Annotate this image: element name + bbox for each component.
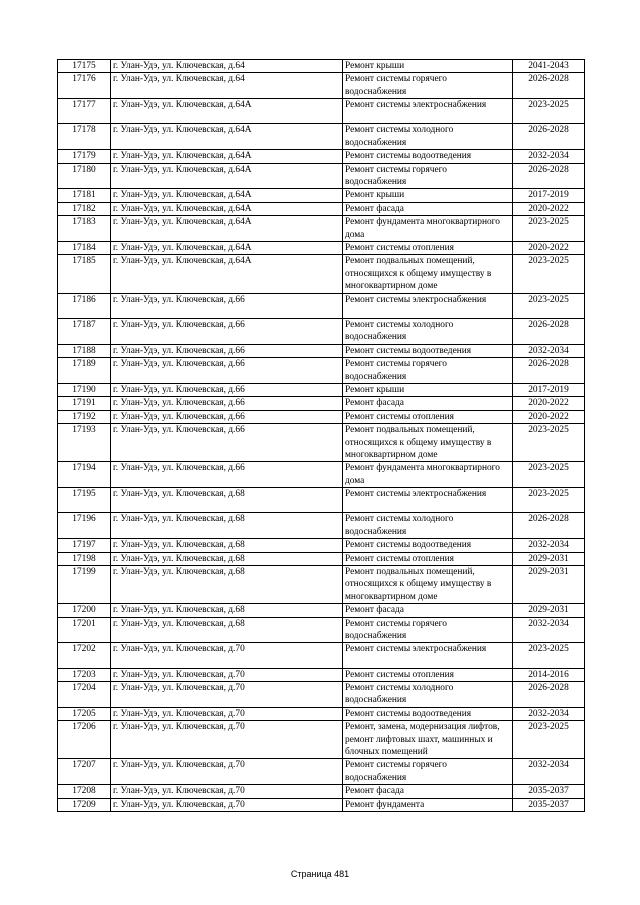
row-number: 17192 [58, 410, 111, 423]
row-work-type: Ремонт системы холодного водоснабжения [343, 513, 513, 539]
row-number: 17178 [58, 124, 111, 150]
row-number: 17175 [58, 60, 111, 73]
row-period: 2026-2028 [513, 682, 585, 708]
row-period: 2032-2034 [513, 539, 585, 552]
row-work-type: Ремонт подвальных помещений, относящихся к общему имуществу в многоквартирном доме [343, 424, 513, 462]
row-work-type: Ремонт фасада [343, 397, 513, 410]
row-work-type: Ремонт системы электроснабжения [343, 488, 513, 513]
row-work-type: Ремонт подвальных помещений, относящихся к общему имуществу в многоквартирном доме [343, 565, 513, 603]
row-address: г. Улан-Удэ, ул. Ключевская, д.66 [111, 397, 343, 410]
row-number: 17209 [58, 798, 111, 811]
row-work-type: Ремонт системы электроснабжения [343, 99, 513, 124]
row-work-type: Ремонт системы холодного водоснабжения [343, 124, 513, 150]
table-row [58, 99, 585, 124]
row-work-type: Ремонт фасада [343, 604, 513, 617]
row-address: г. Улан-Удэ, ул. Ключевская, д.66 [111, 424, 343, 462]
row-address: г. Улан-Удэ, ул. Ключевская, д.68 [111, 488, 343, 513]
row-work-type: Ремонт системы горячего водоснабжения [343, 163, 513, 189]
table-row [58, 552, 585, 565]
row-address: г. Улан-Удэ, ул. Ключевская, д.66 [111, 410, 343, 423]
row-period: 2026-2028 [513, 513, 585, 539]
row-address: г. Улан-Удэ, ул. Ключевская, д.70 [111, 643, 343, 668]
table-row [58, 617, 585, 643]
table-row [58, 344, 585, 357]
row-period: 2023-2025 [513, 255, 585, 293]
row-address: г. Улан-Удэ, ул. Ключевская, д.70 [111, 785, 343, 798]
row-number: 17200 [58, 604, 111, 617]
row-period: 2035-2037 [513, 798, 585, 811]
table-row [58, 798, 585, 811]
row-work-type: Ремонт системы водоотведения [343, 707, 513, 720]
row-period: 2023-2025 [513, 216, 585, 242]
row-address: г. Улан-Удэ, ул. Ключевская, д.64А [111, 99, 343, 124]
row-period: 2032-2034 [513, 759, 585, 785]
row-period: 2020-2022 [513, 202, 585, 215]
row-number: 17179 [58, 150, 111, 163]
row-work-type: Ремонт системы горячего водоснабжения [343, 73, 513, 99]
row-number: 17199 [58, 565, 111, 603]
table-row [58, 785, 585, 798]
row-number: 17201 [58, 617, 111, 643]
row-number: 17195 [58, 488, 111, 513]
row-work-type: Ремонт системы отопления [343, 410, 513, 423]
table-row [58, 488, 585, 513]
row-number: 17185 [58, 255, 111, 293]
table-row [58, 643, 585, 668]
page-number: Страница 481 [290, 869, 350, 879]
row-address: г. Улан-Удэ, ул. Ключевская, д.70 [111, 668, 343, 681]
row-number: 17188 [58, 344, 111, 357]
row-address: г. Улан-Удэ, ул. Ключевская, д.70 [111, 798, 343, 811]
row-period: 2020-2022 [513, 397, 585, 410]
row-address: г. Улан-Удэ, ул. Ключевская, д.64А [111, 189, 343, 202]
row-work-type: Ремонт системы водоотведения [343, 539, 513, 552]
row-period: 2023-2025 [513, 99, 585, 124]
table-row [58, 318, 585, 344]
row-period: 2023-2025 [513, 721, 585, 759]
row-number: 17205 [58, 707, 111, 720]
table-row [58, 604, 585, 617]
row-work-type: Ремонт системы электроснабжения [343, 643, 513, 668]
table-row [58, 293, 585, 318]
table-row [58, 668, 585, 681]
table-row [58, 513, 585, 539]
row-number: 17207 [58, 759, 111, 785]
table-row [58, 242, 585, 255]
row-address: г. Улан-Удэ, ул. Ключевская, д.66 [111, 318, 343, 344]
row-number: 17182 [58, 202, 111, 215]
row-period: 2029-2031 [513, 565, 585, 603]
row-period: 2023-2025 [513, 643, 585, 668]
row-period: 2029-2031 [513, 552, 585, 565]
table-row [58, 73, 585, 99]
row-address: г. Улан-Удэ, ул. Ключевская, д.68 [111, 513, 343, 539]
row-work-type: Ремонт системы холодного водоснабжения [343, 318, 513, 344]
table-row [58, 189, 585, 202]
row-address: г. Улан-Удэ, ул. Ключевская, д.70 [111, 759, 343, 785]
row-work-type: Ремонт крыши [343, 189, 513, 202]
row-work-type: Ремонт системы водоотведения [343, 150, 513, 163]
row-period: 2026-2028 [513, 73, 585, 99]
row-period: 2041-2043 [513, 60, 585, 73]
row-period: 2020-2022 [513, 410, 585, 423]
row-work-type: Ремонт фасада [343, 202, 513, 215]
row-period: 2026-2028 [513, 124, 585, 150]
row-number: 17191 [58, 397, 111, 410]
table-row [58, 721, 585, 759]
table-row [58, 410, 585, 423]
table-row [58, 383, 585, 396]
row-number: 17181 [58, 189, 111, 202]
row-number: 17194 [58, 462, 111, 488]
row-work-type: Ремонт фундамента [343, 798, 513, 811]
row-work-type: Ремонт системы водоотведения [343, 344, 513, 357]
row-number: 17202 [58, 643, 111, 668]
row-address: г. Улан-Удэ, ул. Ключевская, д.70 [111, 707, 343, 720]
row-number: 17190 [58, 383, 111, 396]
row-address: г. Улан-Удэ, ул. Ключевская, д.66 [111, 462, 343, 488]
row-number: 17206 [58, 721, 111, 759]
table-row [58, 358, 585, 384]
row-work-type: Ремонт системы отопления [343, 552, 513, 565]
row-period: 2023-2025 [513, 488, 585, 513]
table-row [58, 707, 585, 720]
table-row [58, 424, 585, 462]
row-address: г. Улан-Удэ, ул. Ключевская, д.68 [111, 539, 343, 552]
row-address: г. Улан-Удэ, ул. Ключевская, д.68 [111, 565, 343, 603]
row-period: 2032-2034 [513, 150, 585, 163]
row-work-type: Ремонт системы горячего водоснабжения [343, 358, 513, 384]
row-address: г. Улан-Удэ, ул. Ключевская, д.66 [111, 383, 343, 396]
row-period: 2032-2034 [513, 344, 585, 357]
row-address: г. Улан-Удэ, ул. Ключевская, д.64А [111, 255, 343, 293]
row-address: г. Улан-Удэ, ул. Ключевская, д.68 [111, 604, 343, 617]
table-row [58, 539, 585, 552]
row-address: г. Улан-Удэ, ул. Ключевская, д.66 [111, 344, 343, 357]
row-period: 2014-2016 [513, 668, 585, 681]
row-address: г. Улан-Удэ, ул. Ключевская, д.70 [111, 682, 343, 708]
row-address: г. Улан-Удэ, ул. Ключевская, д.70 [111, 721, 343, 759]
row-address: г. Улан-Удэ, ул. Ключевская, д.66 [111, 293, 343, 318]
row-work-type: Ремонт фундамента многоквартирного дома [343, 462, 513, 488]
row-period: 2020-2022 [513, 242, 585, 255]
row-work-type: Ремонт системы отопления [343, 668, 513, 681]
row-work-type: Ремонт, замена, модернизация лифтов, ремонт лифтовых шахт, машинных и блочных помещений [343, 721, 513, 759]
row-address: г. Улан-Удэ, ул. Ключевская, д.64А [111, 216, 343, 242]
row-period: 2032-2034 [513, 617, 585, 643]
row-address: г. Улан-Удэ, ул. Ключевская, д.64 [111, 60, 343, 73]
row-work-type: Ремонт системы горячего водоснабжения [343, 759, 513, 785]
row-period: 2017-2019 [513, 189, 585, 202]
row-address: г. Улан-Удэ, ул. Ключевская, д.66 [111, 358, 343, 384]
row-period: 2023-2025 [513, 293, 585, 318]
row-number: 17197 [58, 539, 111, 552]
row-work-type: Ремонт крыши [343, 383, 513, 396]
row-address: г. Улан-Удэ, ул. Ключевская, д.68 [111, 552, 343, 565]
row-work-type: Ремонт подвальных помещений, относящихся к общему имуществу в многоквартирном доме [343, 255, 513, 293]
row-work-type: Ремонт системы отопления [343, 242, 513, 255]
table-row [58, 682, 585, 708]
row-work-type: Ремонт системы горячего водоснабжения [343, 617, 513, 643]
row-address: г. Улан-Удэ, ул. Ключевская, д.64А [111, 150, 343, 163]
table-body [58, 60, 585, 812]
table-row [58, 255, 585, 293]
row-address: г. Улан-Удэ, ул. Ключевская, д.64А [111, 124, 343, 150]
row-number: 17204 [58, 682, 111, 708]
table-row [58, 150, 585, 163]
row-number: 17176 [58, 73, 111, 99]
table-row [58, 397, 585, 410]
row-address: г. Улан-Удэ, ул. Ключевская, д.64 [111, 73, 343, 99]
table-row [58, 163, 585, 189]
row-number: 17203 [58, 668, 111, 681]
row-period: 2023-2025 [513, 424, 585, 462]
row-work-type: Ремонт системы холодного водоснабжения [343, 682, 513, 708]
row-work-type: Ремонт системы электроснабжения [343, 293, 513, 318]
row-period: 2026-2028 [513, 163, 585, 189]
row-number: 17183 [58, 216, 111, 242]
row-address: г. Улан-Удэ, ул. Ключевская, д.64А [111, 202, 343, 215]
table-row [58, 60, 585, 73]
row-number: 17186 [58, 293, 111, 318]
row-address: г. Улан-Удэ, ул. Ключевская, д.64А [111, 163, 343, 189]
table-row [58, 759, 585, 785]
row-work-type: Ремонт фасада [343, 785, 513, 798]
row-number: 17184 [58, 242, 111, 255]
row-work-type: Ремонт крыши [343, 60, 513, 73]
row-number: 17180 [58, 163, 111, 189]
row-number: 17189 [58, 358, 111, 384]
table-row [58, 124, 585, 150]
row-number: 17187 [58, 318, 111, 344]
row-period: 2032-2034 [513, 707, 585, 720]
row-period: 2035-2037 [513, 785, 585, 798]
row-period: 2017-2019 [513, 383, 585, 396]
row-number: 17193 [58, 424, 111, 462]
row-work-type: Ремонт фундамента многоквартирного дома [343, 216, 513, 242]
table-row [58, 202, 585, 215]
row-address: г. Улан-Удэ, ул. Ключевская, д.64А [111, 242, 343, 255]
row-number: 17208 [58, 785, 111, 798]
table-row [58, 462, 585, 488]
row-address: г. Улан-Удэ, ул. Ключевская, д.68 [111, 617, 343, 643]
repair-schedule-table [57, 59, 585, 812]
row-number: 17196 [58, 513, 111, 539]
table-row [58, 565, 585, 603]
row-period: 2026-2028 [513, 318, 585, 344]
row-number: 17177 [58, 99, 111, 124]
table-row [58, 216, 585, 242]
row-period: 2029-2031 [513, 604, 585, 617]
row-period: 2026-2028 [513, 358, 585, 384]
row-period: 2023-2025 [513, 462, 585, 488]
row-number: 17198 [58, 552, 111, 565]
